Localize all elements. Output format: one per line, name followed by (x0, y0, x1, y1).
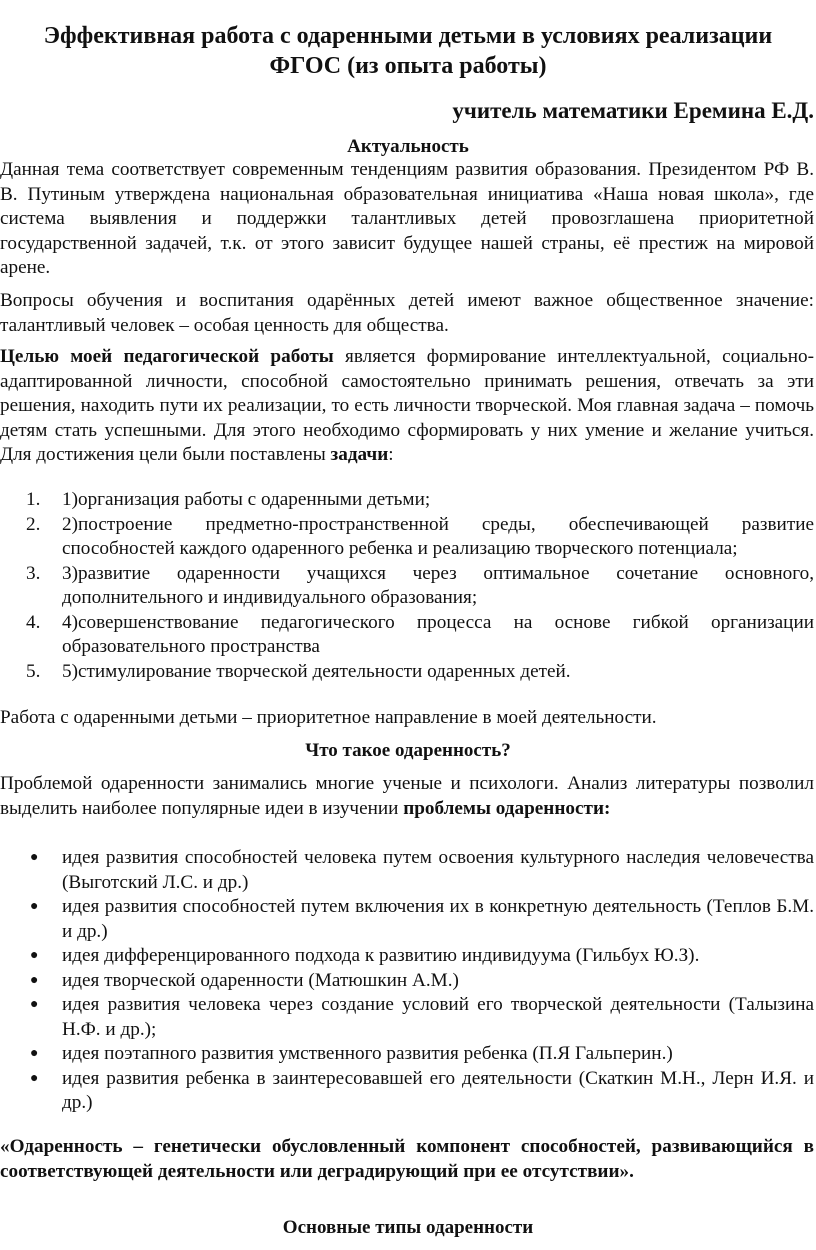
paragraph-relevance: Данная тема соответствует современным тенденциям развития образования. Президентом РФ В. В. Путиным утверждена национальная образовательная инициатива «Наша новая школа», где система выявления и поддержки талантливых детей провозглашена приоритетной государственной задачей, т.к. от этого зависит будущее нашей страны, её престиж на мировой арене. (0, 159, 814, 278)
heading-main-types: Основные типы одаренности (282, 1217, 534, 1238)
paragraph-goal (0, 345, 814, 468)
paragraph-priority: Работа с одаренными детьми – приоритетное направление в моей деятельности. (0, 707, 657, 728)
list-item-number: 2. (26, 513, 41, 535)
paragraph-literature (0, 772, 814, 821)
list-item-number: 1. (26, 489, 41, 510)
list-item (0, 1067, 814, 1116)
author-line: учитель математики Еремина Е.Д. (452, 98, 814, 123)
list-item (0, 660, 814, 685)
list-item-text: идея дифференцированного подхода к развитию индивидуума (Гильбух Ю.З). (62, 945, 700, 966)
bullet-icon: ● (30, 1046, 39, 1061)
list-item (0, 846, 814, 895)
definition-quote: «Одаренность – генетически обусловленный компонент способностей, развивающийся в соответствующей деятельности или деградирующий при ее отсутствии». (0, 1136, 814, 1182)
list-item-text: идея развития ребенка в заинтересовавшей его деятельности (Скаткин М.Н., Лерн И.Я. и др.) (62, 1067, 814, 1113)
list-item-text: идея поэтапного развития умственного развития ребенка (П.Я Гальперин.) (62, 1043, 673, 1064)
list-item-number: 5. (26, 660, 41, 682)
bullet-icon: ● (30, 997, 39, 1012)
goal-text: является формирование интеллектуальной, социально-адаптированной личности, способной самостоятельно принимать решения, отвечать за эти решения, находить пути их реализации, то есть личности творческой. Моя главная задача – помочь детям стать успешными. Для этого необходимо сформировать у них умение и желание учиться. Для достижения цели были поставлены (0, 346, 814, 465)
list-item (0, 1042, 814, 1067)
list-item-text: идея развития способностей человека путем освоения культурного наследия человечества (Выготский Л.С. и др.) (62, 847, 814, 893)
bullet-icon: ● (30, 1070, 39, 1086)
heading-what-is-giftedness: Что такое одаренность? (305, 740, 511, 761)
list-item-text: 5)стимулирование творческой деятельности одаренных детей. (62, 660, 571, 682)
literature-bold: проблемы одаренности: (403, 797, 611, 819)
list-item-text: 2)построение предметно-пространственной среды, обеспечивающей развитие способностей каждого одаренного ребенка и реализацию творческого потенциала; (62, 513, 814, 559)
bullet-icon: ● (30, 948, 39, 963)
bullet-icon: ● (30, 972, 39, 988)
list-item (0, 969, 814, 994)
list-item (0, 488, 814, 513)
goal-text-end: : (388, 444, 394, 465)
list-item-text: идея развития способностей путем включения их в конкретную деятельность (Теплов Б.М. и др.) (62, 896, 814, 942)
list-item (0, 895, 814, 944)
document-title-line-1: Эффективная работа с одаренными детьми в условиях реализации (43, 23, 773, 49)
bullet-icon: ● (30, 899, 39, 914)
list-item-text: 1)организация работы с одаренными детьми; (62, 489, 431, 510)
bullet-icon: ● (30, 850, 39, 865)
list-item (0, 513, 814, 562)
heading-relevance: Актуальность (347, 136, 469, 157)
list-item-text: идея творческой одаренности (Матюшкин А.М.) (62, 969, 459, 991)
list-item-text: идея развития человека через создание условий его творческой деятельности (Талызина Н.Ф. и др.); (62, 994, 814, 1040)
document-title-line-2: ФГОС (из опыта работы) (269, 53, 547, 79)
tasks-list (0, 488, 814, 684)
list-item (0, 944, 814, 969)
paragraph-importance: Вопросы обучения и воспитания одарённых детей имеют важное общественное значение: талантливый человек – особая ценность для общества. (0, 290, 814, 336)
list-item-number: 3. (26, 562, 41, 584)
list-item-text: 3)развитие одаренности учащихся через оптимальное сочетание основного, дополнительного и индивидуального образования; (62, 562, 814, 608)
tasks-bold-label: задачи (330, 444, 389, 465)
list-item (0, 611, 814, 660)
ideas-list (0, 846, 814, 1116)
list-item (0, 993, 814, 1042)
list-item-number: 4. (26, 611, 41, 633)
literature-text: Проблемой одаренности занимались многие ученые и психологи. Анализ литературы позволил выделить наиболее популярные идеи в изучении (0, 773, 814, 819)
goal-bold-label: Целью моей педагогической работы (0, 346, 334, 367)
list-item (0, 562, 814, 611)
list-item-text: 4)совершенствование педагогического процесса на основе гибкой организации образовательного пространства (62, 611, 814, 657)
